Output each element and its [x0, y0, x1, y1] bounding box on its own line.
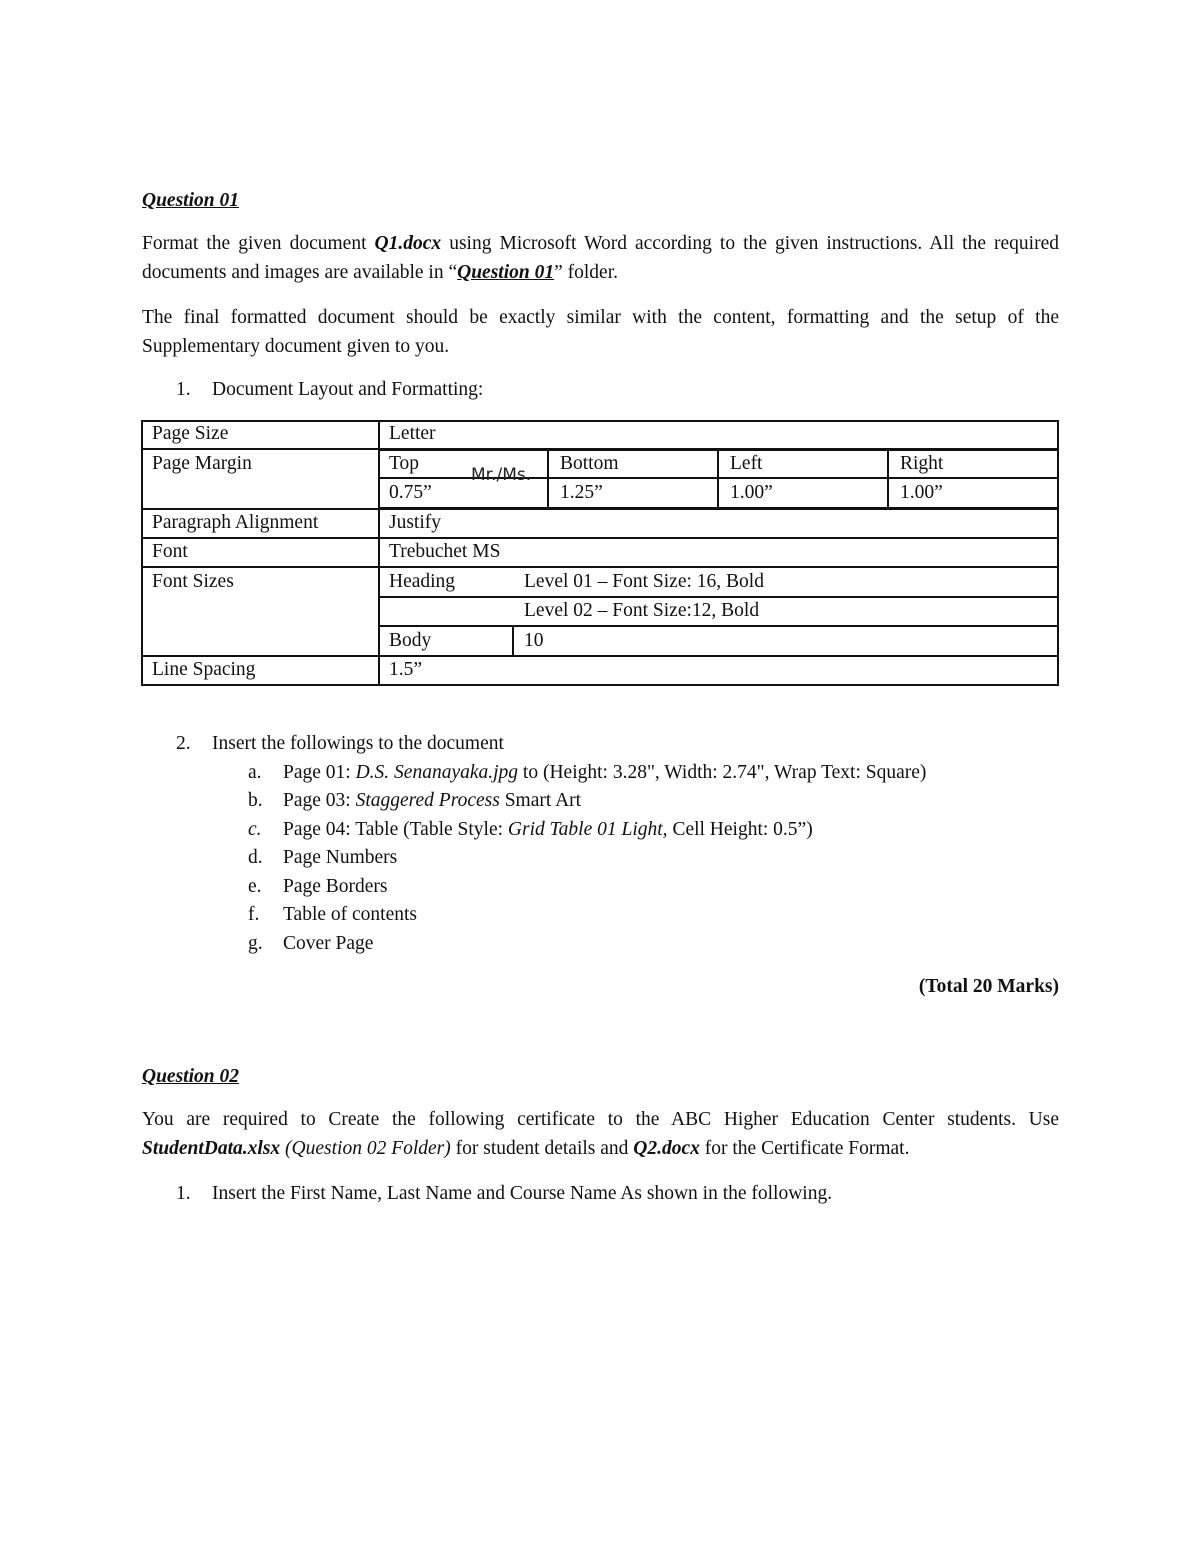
q1-p1-text-c: using Microsoft Word according to the given instructions. All the required documents and images are available in “	[142, 233, 1059, 283]
sub-item-letter: d.	[248, 847, 263, 868]
q2-p1-text-a: You are required to Create the following certificate to the ABC Higher Education Center students. Use	[142, 1109, 1059, 1130]
total-marks: (Total 20 Marks)	[918, 976, 1059, 997]
question-01-folder-name: Question 01	[457, 262, 555, 283]
q2-docx-filename: Q2.docx	[633, 1138, 700, 1159]
list-number: 2.	[176, 733, 191, 754]
sub-item-letter: b.	[248, 790, 263, 811]
q2-p1-text-d: for student details and	[450, 1138, 634, 1159]
list-item-text: Insert the followings to the document	[212, 733, 504, 754]
sub-item-text-tail: Smart Art	[499, 790, 582, 811]
question-01-requirement: The final formatted document should be exactly similar with the content, formatting and the setup of the Supplementary document given to you.	[142, 307, 1059, 357]
sub-item-text: Page Borders	[283, 876, 388, 897]
margin-header-top: Top	[389, 453, 420, 474]
list-number: 1.	[176, 1183, 191, 1204]
image-filename: D.S. Senanayaka.jpg	[355, 762, 519, 783]
font-sizes-label: Font Sizes	[152, 571, 234, 592]
sub-item-text: Page 01:	[283, 762, 356, 783]
sub-item-letter: c.	[248, 819, 262, 840]
margin-header-left: Left	[730, 453, 763, 474]
question-02-heading: Question 02	[142, 1066, 239, 1087]
table-style-name: Grid Table 01 Light,	[507, 819, 668, 840]
q1-p1-text-a: Format the given document	[142, 233, 375, 254]
sub-item-letter: g.	[248, 933, 263, 954]
mr-ms-overlay-text: Mr./Ms.	[471, 465, 532, 485]
sub-item-text-tail: to (Height: 3.28", Width: 2.74", Wrap Text: Square)	[518, 762, 927, 783]
sub-item-text: Page 03:	[283, 790, 356, 811]
question-02-instructions	[142, 1105, 1059, 1163]
level-01-spec: Level 01 – Font Size: 16, Bold	[524, 571, 764, 592]
line-spacing-label: Line Spacing	[152, 659, 256, 680]
question-01-instructions	[142, 229, 1059, 287]
font-value: Trebuchet MS	[389, 541, 501, 562]
sub-item-text: Page 04: Table (Table Style:	[283, 819, 508, 840]
q2-p1-text-f: for the Certificate Format.	[699, 1138, 910, 1159]
sub-item-letter: f.	[248, 904, 260, 925]
margin-header-right: Right	[900, 453, 944, 474]
page-size-label: Page Size	[152, 423, 229, 444]
sub-item-letter: e.	[248, 876, 262, 897]
page-margin-label: Page Margin	[152, 453, 252, 474]
body-value: 10	[524, 630, 544, 651]
alignment-value: Justify	[389, 512, 442, 533]
list-number: 1.	[176, 379, 191, 400]
sub-item-letter: a.	[248, 762, 262, 783]
smartart-name: Staggered Process	[355, 790, 500, 811]
q1-p1-text-e: ” folder.	[554, 262, 618, 283]
formatting-table	[141, 420, 1059, 686]
sub-item-text: Page Numbers	[283, 847, 398, 868]
student-data-filename: StudentData.xlsx	[142, 1138, 281, 1159]
margin-header-bottom: Bottom	[560, 453, 619, 474]
margin-value-right: 1.00”	[900, 482, 943, 503]
q2-folder-note: (Question 02 Folder)	[280, 1138, 451, 1159]
heading-label: Heading	[389, 571, 456, 592]
margin-value-top: 0.75”	[389, 482, 432, 503]
list-item-text: Document Layout and Formatting:	[212, 379, 484, 400]
sub-item-text: Table of contents	[283, 904, 418, 925]
question-01-heading: Question 01	[142, 190, 239, 211]
sub-item-text-tail: Cell Height: 0.5”)	[667, 819, 813, 840]
level-02-spec: Level 02 – Font Size:12, Bold	[524, 600, 760, 621]
margin-value-left: 1.00”	[730, 482, 773, 503]
line-spacing-value: 1.5”	[389, 659, 423, 680]
margin-value-bottom: 1.25”	[560, 482, 603, 503]
page-size-value: Letter	[389, 423, 436, 444]
alignment-label: Paragraph Alignment	[152, 512, 319, 533]
font-label: Font	[152, 541, 188, 562]
sub-item-text: Cover Page	[283, 933, 374, 954]
q1-docx-filename: Q1.docx	[374, 233, 442, 254]
body-label: Body	[389, 630, 432, 651]
list-item-text: Insert the First Name, Last Name and Course Name As shown in the following.	[212, 1183, 833, 1204]
